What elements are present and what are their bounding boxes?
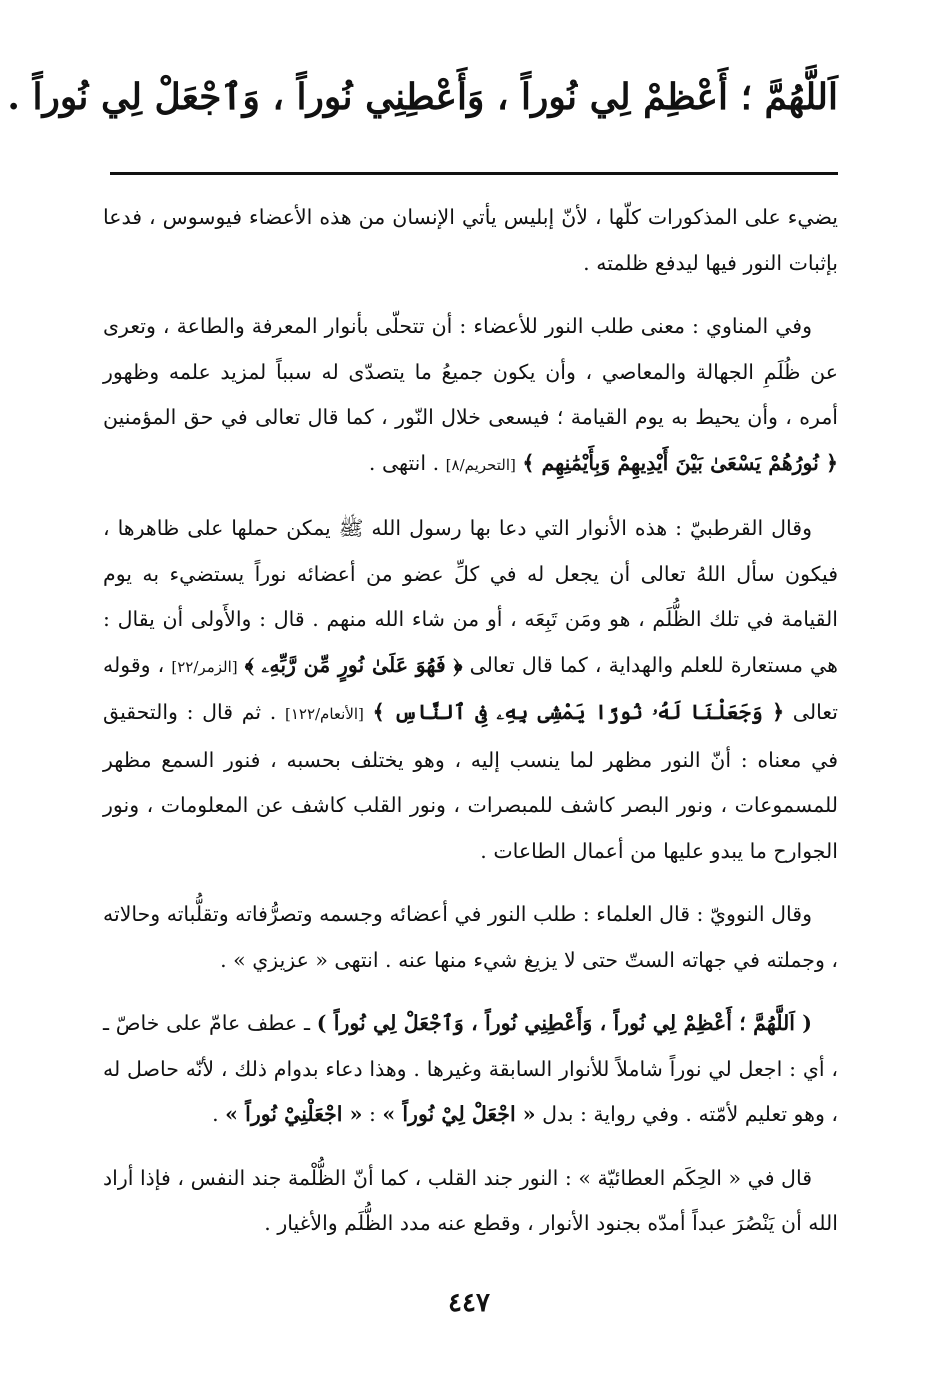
variant-quote: « اجْعَلْ لِيْ نُوراً » [382,1102,536,1126]
paragraph-1-text: يضيء على المذكورات كلّها ، لأنّ إبليس يأتي الإنسان من هذه الأعضاء فيوسوس ، فدعا بإثبات النور فيها ليدفع ظلمته . [103,205,838,275]
paragraph-5-end: . [212,1102,219,1126]
paragraph-6-text: قال في « الحِكَم العطائيّة » : النور جند القلب ، كما أنّ الظُّلْمة جند النفس ، فإذا أراد الله أن يَنْصُرَ عبداً أمدّه بجنود الأنوار ، وقطع عنه مدد الظُّلَم والأغيار . [103,1165,838,1235]
page-number: ٤٤٧ [448,1288,490,1318]
paragraph-4-text: وقال النوويّ : قال العلماء : طلب النور في أعضائه وجسمه وتصرُّفاته وتقلُّباته وحالاته ، وجملته في جهاته الستّ حتى لا يزيغ شيء منها عنه . انتهى « عزيزي » . [103,902,838,972]
paragraph-6 [103,1156,838,1247]
quran-verse: ﴿ نُورُهُمْ يَسْعَىٰ بَيْنَ أَيْدِيهِمْ وَبِأَيْمَٰنِهِم ﴾ [522,450,838,475]
paragraph-3-part-1: وقال القرطبيّ : هذه الأنوار التي دعا بها رسول الله ﷺ يمكن حملها على ظاهرها ، فيكون سأل اللهُ تعالى أن يجعل له في كلِّ عضو من أعضائه نوراً يستضيء به يوم القيامة في تلك الظُّلَم ، هو ومَن تَبِعَه ، أو من شاء الله منهم . قال : والأَولى أن يقال : هي مستعارة للعلم والهداية ، كما قال تعالى [103,516,838,677]
paragraph-2-text: وفي المناوي : معنى طلب النور للأعضاء : أن تتحلّى بأنوار المعرفة والطاعة ، وتعرى عن ظُلَمِ الجهالة والمعاصي ، وأن يكون جميعُ ما يتصدّى له سبباً لمزيد علمه وظهور أمره ، وأن يحيط به يوم القيامة ؛ فيسعى خلال النّور ، كما قال تعالى في حق المؤمنين [103,314,838,429]
paragraph-5-text: ـ عطف عامّ على خاصّ ـ ، أي : اجعل لي نوراً شاملاً للأنوار السابقة وغيرها . وهذا دعاء بدوام ذلك ، لأنّه حاصل له ، وهو تعليم لأمّته . وفي رواية : بدل [103,1011,838,1126]
paragraph-2 [103,304,838,488]
commentary-text [103,195,838,1265]
verse-reference: [الزمر/٢٢] [171,657,238,676]
quran-verse: ﴿ وَجَعَلْنَا لَهُۥ نُورًا يَمْشِى بِهِۦ فِى ٱلنَّاسِ ﴾ [372,700,785,724]
heading-divider [110,172,838,175]
paragraph-3 [103,506,838,874]
paragraph-3-part-3: . ثم قال : والتحقيق في معناه : أنّ النور مظهر لما ينسب إليه ، وهو يختلف بحسبه ، فنور السمع مظهر للمسموعات ، ونور البصر كاشف للمبصرات ، ونور القلب كاشف عن المعلومات ، ونور الجوارح ما يبدو عليها من أعمال الطاعات . [103,700,838,863]
paragraph-2-end: . انتهى . [368,450,440,475]
variant-quote: « اجْعَلْنِيْ نُوراً » [225,1102,363,1126]
paragraph-1 [103,195,838,286]
hadith-quote: ( اَللَّهُمَّ ؛ أَعْظِمْ لِي نُوراً ، وَأَعْطِنِي نُوراً ، وَٱجْعَلْ لِي نُوراً ) [316,1011,813,1035]
paragraph-5-colon: : [368,1102,376,1126]
page-heading: اَللَّهُمَّ ؛ أَعْظِمْ لِي نُوراً ، وَأَعْطِنِي نُوراً ، وَٱجْعَلْ لِي نُوراً . [7,76,838,118]
paragraph-5 [103,1001,838,1138]
verse-reference: [الأنعام/١٢٢] [284,705,364,723]
paragraph-3-part-2: ، وقوله تعالى [103,652,838,724]
paragraph-4 [103,892,838,983]
verse-reference: [التحريم/٨] [445,455,516,474]
quran-verse: ﴿ فَهُوَ عَلَىٰ نُورٍ مِّن رَّبِّهِۦ ﴾ [244,652,463,677]
